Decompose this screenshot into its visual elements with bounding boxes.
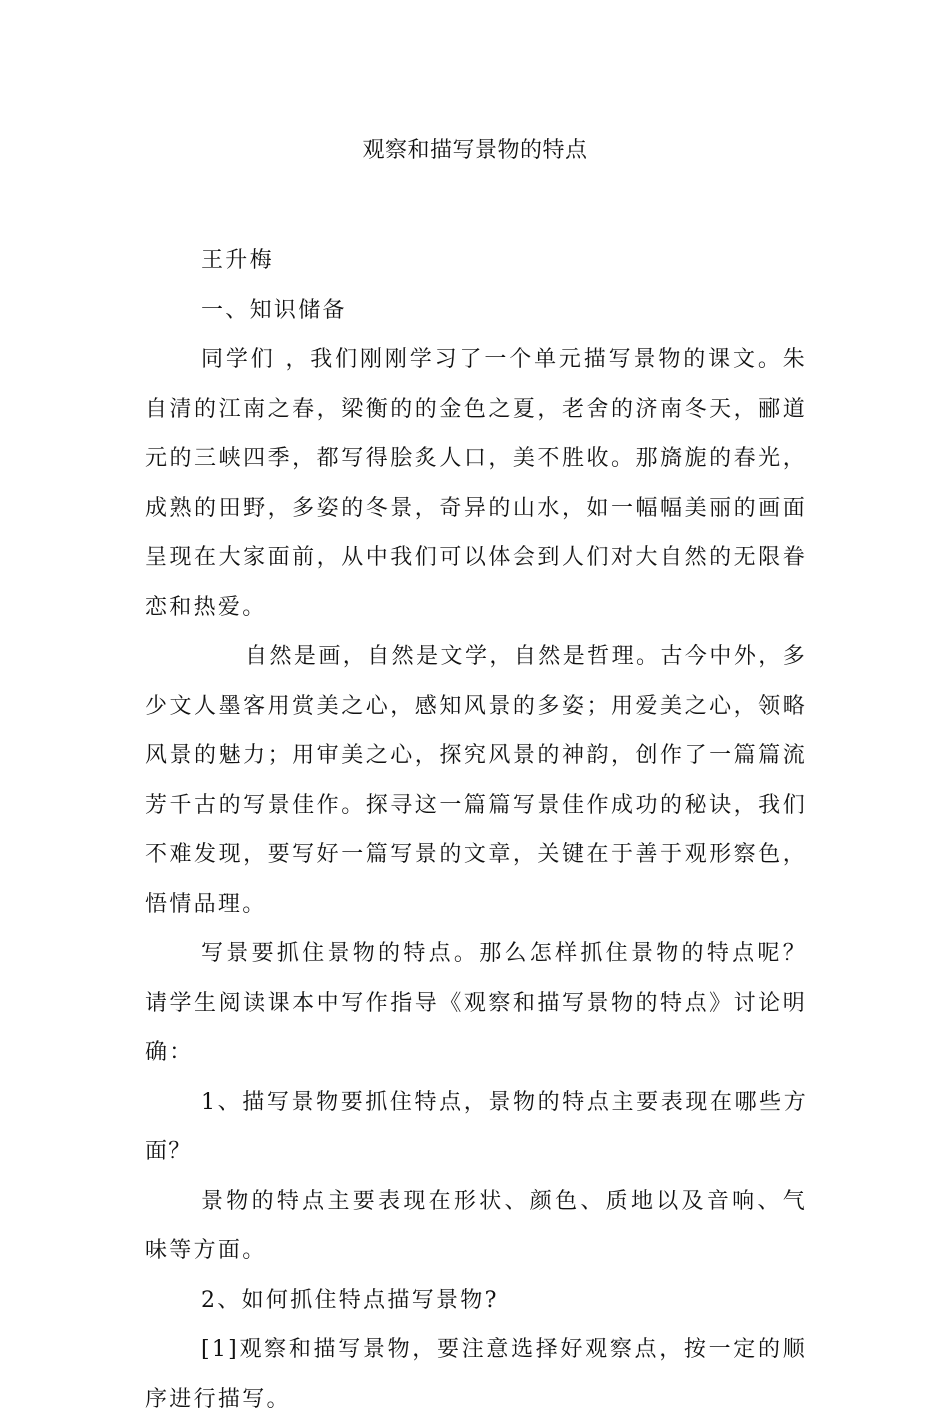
answer-one: 景物的特点主要表现在形状、颜色、质地以及音响、气味等方面。 xyxy=(145,1188,807,1263)
paragraph-intro: 同学们 ，我们刚刚学习了一个单元描写景物的课文。朱自清的江南之春，梁衡的的金色之夏，老舍的济南冬天，郦道元的三峡四季，都写得脍炙人口，美不胜收。那旖旎的春光，成熟的田野，多姿的冬景，奇异的山水，如一幅幅美丽的画面呈现在大家面前，从中我们可以体会到人们对大自然的无限眷恋和热爱。 xyxy=(145,347,807,620)
document-title: 观察和描写景物的特点 xyxy=(362,138,588,163)
section-heading: 一、知识储备 xyxy=(201,297,347,323)
author-name: 王升梅 xyxy=(201,248,274,273)
paragraph-method: 写景要抓住景物的特点。那么怎样抓住景物的特点呢？请学生阅读课本中写作指导《观察和描写景物的特点》讨论明确： xyxy=(145,941,807,1065)
paragraph-nature: 自然是画，自然是文学，自然是哲理。古今中外，多少文人墨客用赏美之心，感知风景的多姿；用爱美之心，领略风景的魅力；用审美之心，探究风景的神韵，创作了一篇篇流芳千古的写景佳作。探寻这一篇篇写景佳作成功的秘诀，我们不难发现，要写好一篇写景的文章，关键在于善于观形察色，悟情品理。 xyxy=(145,644,807,917)
document-body xyxy=(145,236,807,1424)
question-two: 2、如何抓住特点描写景物? xyxy=(201,1287,499,1313)
point-one: [1]观察和描写景物，要注意选择好观察点，按一定的顺序进行描写。 xyxy=(145,1337,807,1412)
question-one: 1、描写景物要抓住特点，景物的特点主要表现在哪些方面？ xyxy=(145,1089,807,1164)
